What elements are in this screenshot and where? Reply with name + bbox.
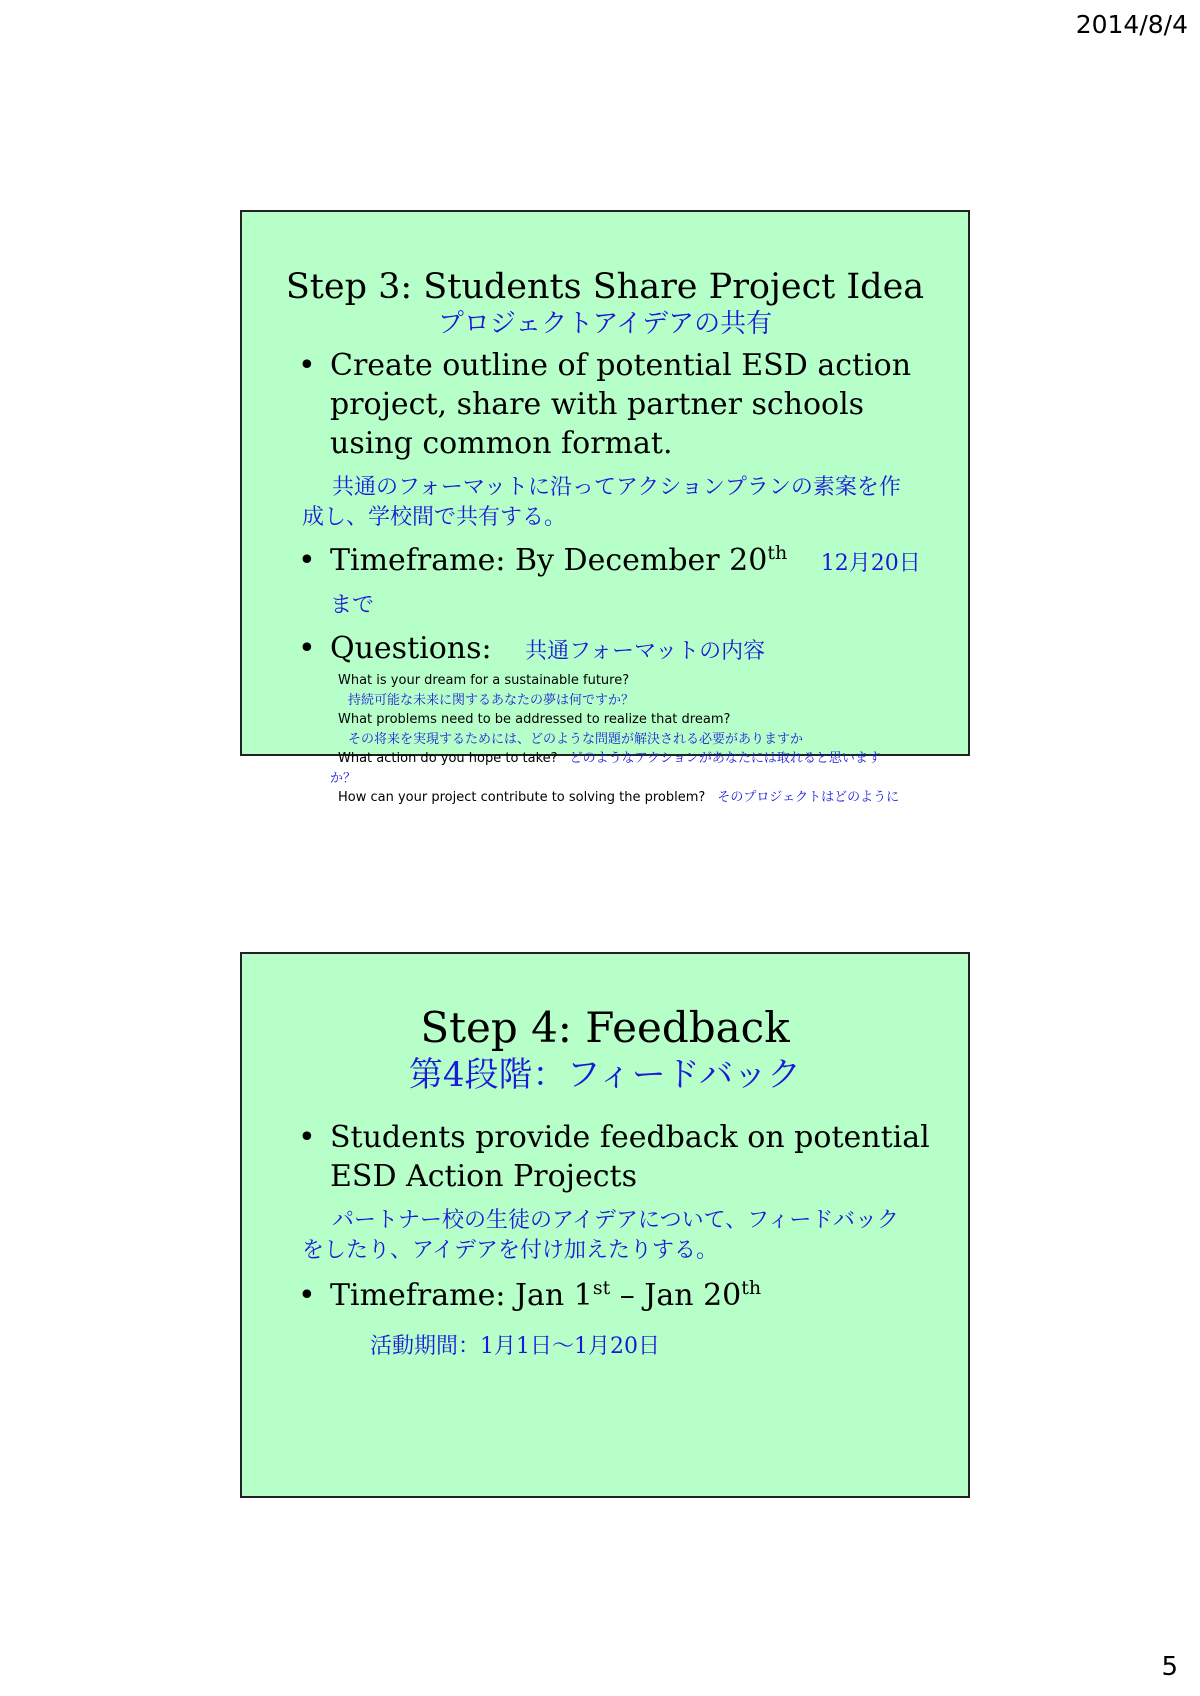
timeframe-a: Timeframe: Jan 1 <box>330 1278 593 1313</box>
bullet-dot: • <box>298 1278 316 1313</box>
bullet-timeframe <box>242 1276 968 1315</box>
question-4-jp: そのプロジェクトはどのように <box>717 790 900 805</box>
timeframe-jp: 12月20日まで <box>330 551 921 618</box>
question-4-en: How can your project contribute to solving the problem? <box>338 790 706 805</box>
bullet-feedback <box>242 1118 968 1196</box>
bullet-questions <box>242 629 968 671</box>
question-1-en: What is your dream for a sustainable future? <box>338 673 630 688</box>
slide-title: Step 3: Students Share Project Idea <box>285 267 925 307</box>
bullet-dot: • <box>298 1120 316 1155</box>
bullet-dot: • <box>298 348 316 383</box>
question-2-en: What problems need to be addressed to realize that dream? <box>338 712 731 727</box>
bullet-jp-note: 共通のフォーマットに沿ってアクションプランの素案を作成し、学校間で共有する。 <box>302 475 901 530</box>
timeframe-sup-1: st <box>592 1277 611 1299</box>
timeframe-b: – Jan 20 <box>610 1278 742 1313</box>
question-3-en: What action do you hope to take? <box>338 751 558 766</box>
bullet-dot: • <box>298 543 316 578</box>
bullet-outline <box>242 346 968 463</box>
page-number: 5 <box>1161 1652 1178 1682</box>
timeframe-text: Timeframe: By December 20 <box>330 543 768 578</box>
slide-subtitle-jp: プロジェクトアイデアの共有 <box>437 309 773 339</box>
question-3-jp-cont: か？ <box>330 770 357 786</box>
bullet-jp-note: パートナー校の生徒のアイデアについて、フィードバックをしたり、アイデアを付け加えたりする。 <box>302 1208 899 1263</box>
activity-period-jp: 活動期間：1月1日～1月20日 <box>370 1334 660 1359</box>
bullet-text: Students provide feedback on potential ESD Action Projects <box>330 1120 930 1194</box>
slide-subtitle-jp: 第4段階：フィードバック <box>408 1055 802 1095</box>
timeframe-sup-2: th <box>741 1277 762 1299</box>
question-3-jp: どのようなアクションがあなたには取れると思います <box>569 751 881 766</box>
timeframe-sup: th <box>767 542 788 564</box>
questions-label: Questions: <box>330 631 492 666</box>
question-2-jp: その将来を実現するためには、どのような問題が解決される必要がありますか <box>348 731 804 747</box>
slide-step-3 <box>240 210 970 805</box>
slide-title: Step 4: Feedback <box>420 1003 790 1052</box>
header-date: 2014/8/4 <box>1075 10 1188 39</box>
bullet-dot: • <box>298 631 316 666</box>
questions-jp: 共通フォーマットの内容 <box>525 639 766 664</box>
bullet-timeframe <box>242 541 968 625</box>
question-1-jp: 持続可能な未来に関するあなたの夢は何ですか？ <box>348 692 635 708</box>
bullet-text: Create outline of potential ESD action project, share with partner schools using common format. <box>330 348 912 461</box>
question-4 <box>242 788 968 808</box>
slide-step-4 <box>240 952 970 1498</box>
question-3 <box>242 749 968 769</box>
